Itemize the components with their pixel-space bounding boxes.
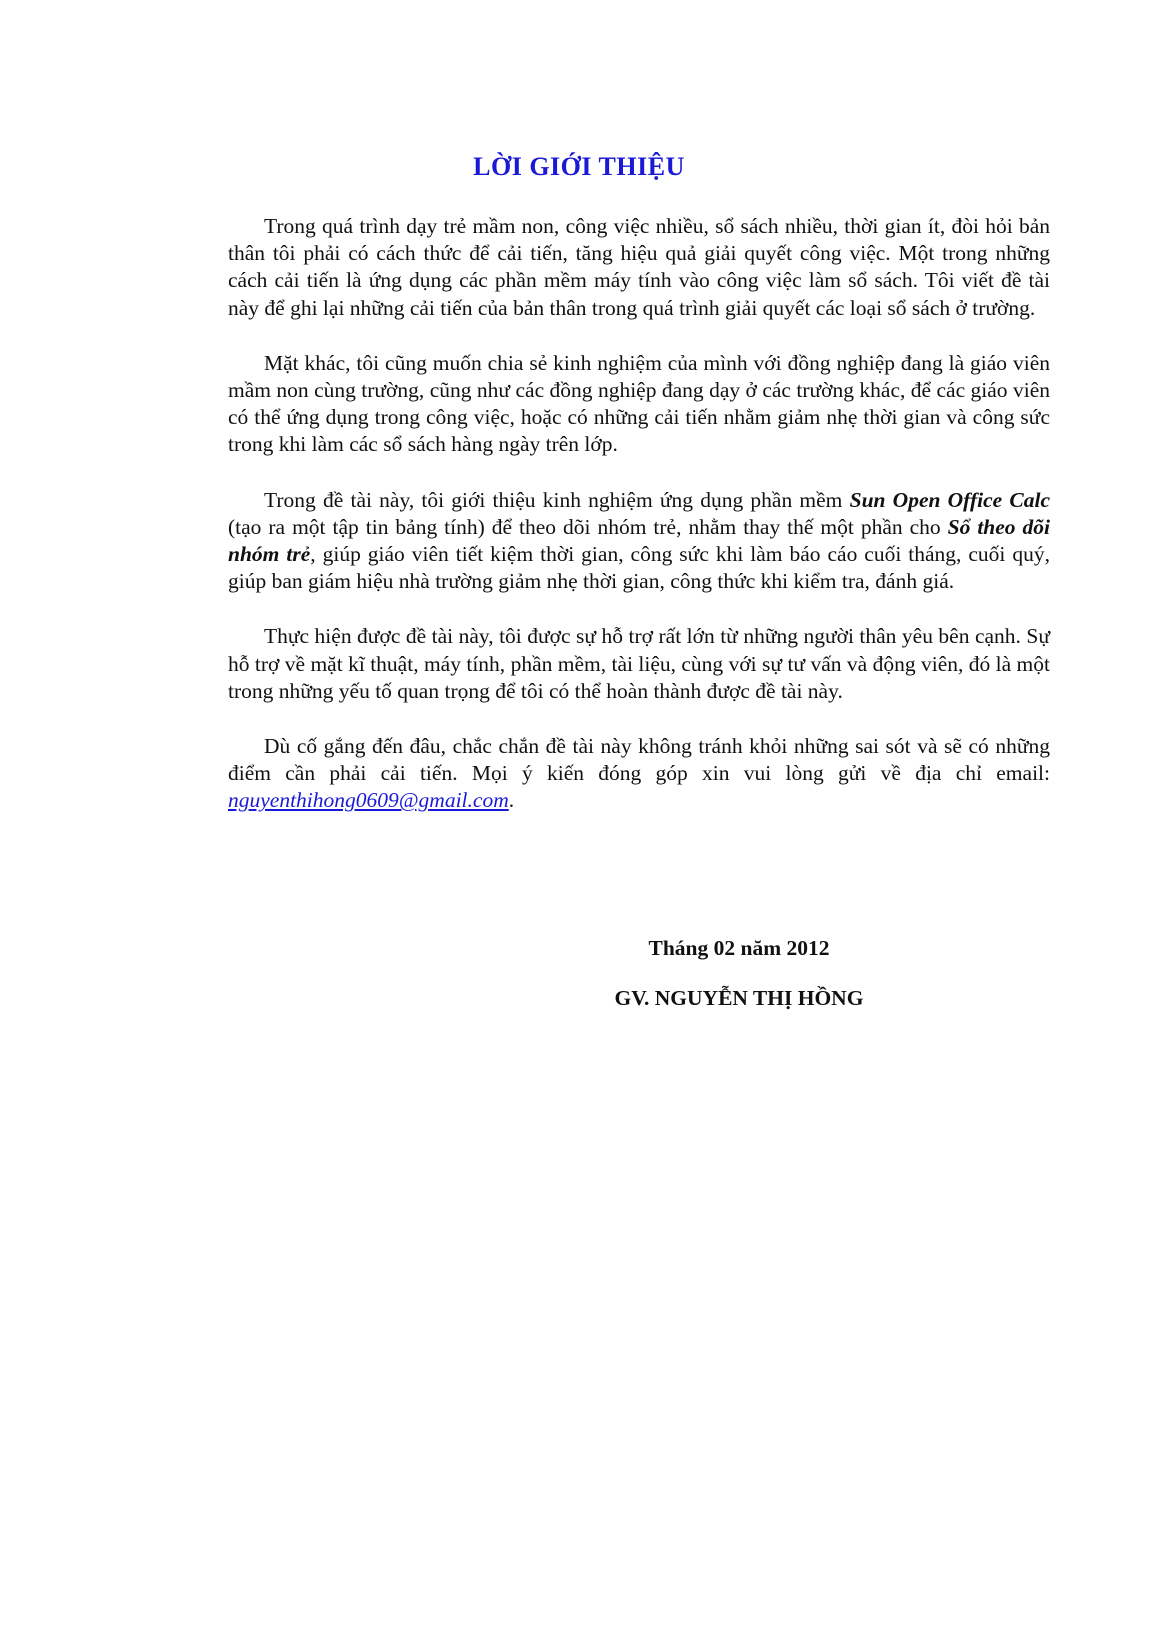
document-body	[228, 213, 1050, 843]
page-title: LỜI GIỚI THIỆU	[473, 152, 685, 181]
paragraph-3-text-a: Trong đề tài này, tôi giới thiệu kinh nghiệm ứng dụng phần mềm	[264, 487, 850, 512]
notebook-name: Sổ theo dõi nhóm trẻ	[228, 514, 1050, 567]
paragraph-2: Mặt khác, tôi cũng muốn chia sẻ kinh nghiệm của mình với đồng nghiệp đang là giáo viên mầm non cùng trường, cũng như các đồng nghiệp đang dạy ở các trường khác, để các giáo viên có thể ứng dụng trong công việc, hoặc có những cải tiến nhằm giảm nhẹ thời gian và công sức trong khi làm các sổ sách hàng ngày trên lớp.	[228, 350, 1050, 457]
paragraph-5-text: Dù cố gắng đến đâu, chắc chắn đề tài này không tránh khỏi những sai sót và sẽ có những điểm cần phải cải tiến. Mọi ý kiến đóng góp xin vui lòng gửi về địa chỉ email:	[228, 734, 1050, 786]
paragraph-3-text-c: , giúp giáo viên tiết kiệm thời gian, công sức khi làm báo cáo cuối tháng, cuối quý, giúp ban giám hiệu nhà trường giảm nhẹ thời gian, công thức khi kiểm tra, đánh giá.	[228, 542, 1050, 594]
software-name: Sun Open Office Calc	[849, 487, 1050, 512]
paragraph-5-end: .	[508, 788, 515, 813]
closing-date: Tháng 02 năm 2012	[648, 936, 830, 960]
paragraph-3	[228, 487, 1050, 596]
author-signature: GV. NGUYỄN THỊ HỒNG	[614, 986, 864, 1010]
paragraph-1: Trong quá trình dạy trẻ mầm non, công việc nhiều, sổ sách nhiều, thời gian ít, đòi hỏi bản thân tôi phải có cách thức để cải tiến, tăng hiệu quả giải quyết công việc. Một trong những cách cải tiến là ứng dụng các phần mềm máy tính vào công việc làm sổ sách. Tôi viết đề tài này để ghi lại những cải tiến của bản thân trong quá trình giải quyết các loại sổ sách ở trường.	[228, 214, 1050, 320]
email-link[interactable]: nguyenthihong0609@gmail.com	[228, 788, 509, 813]
paragraph-4: Thực hiện được đề tài này, tôi được sự hỗ trợ rất lớn từ những người thân yêu bên cạnh. Sự hỗ trợ về mặt kĩ thuật, máy tính, phần mềm, tài liệu, cùng với sự tư vấn và động viên, đó là một trong những yếu tố quan trọng để tôi có thể hoàn thành được đề tài này.	[228, 624, 1050, 703]
paragraph-5	[228, 733, 1050, 815]
paragraph-3-text-b: (tạo ra một tập tin bảng tính) để theo dõi nhóm trẻ, nhằm thay thế một phần cho	[228, 514, 948, 539]
